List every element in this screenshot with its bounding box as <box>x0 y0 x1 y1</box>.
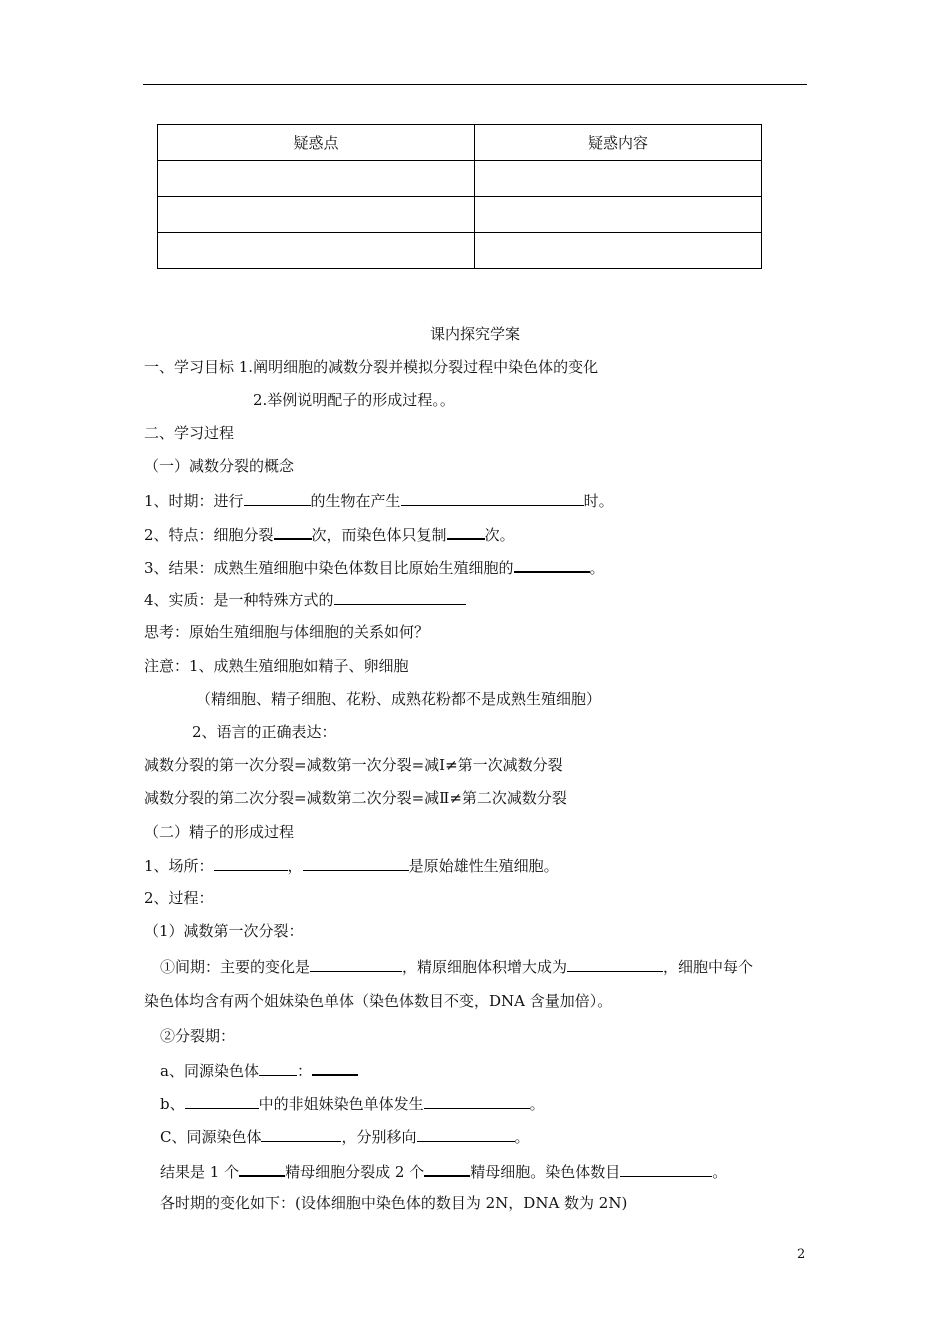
heading-learning-process: 二、学习过程 <box>144 424 235 442</box>
blank[interactable] <box>567 956 663 972</box>
blank[interactable] <box>274 523 312 540</box>
doubt-table <box>157 124 762 269</box>
blank[interactable] <box>401 490 584 506</box>
line-a: a、同源染色体 ： <box>160 1059 358 1081</box>
blank[interactable] <box>424 1093 530 1109</box>
line-interphase-cont: 染色体均含有两个姐妹染色单体（染色体数目不变，DNA 含量加倍）。 <box>144 992 613 1010</box>
blank[interactable] <box>310 956 402 972</box>
blank[interactable] <box>239 1160 285 1177</box>
table-cell[interactable] <box>475 197 762 233</box>
note-1: 注意：1、成熟生殖细胞如精子、卵细胞 <box>144 657 409 675</box>
expression-1: 减数分裂的第一次分裂=减数第一次分裂=减Ⅰ≠第一次减数分裂 <box>144 756 563 774</box>
page-number: 2 <box>797 1247 806 1262</box>
line-essence: 4、实质：是一种特殊方式的 <box>144 589 466 610</box>
line-feature: 2、特点：细胞分裂 次，而染色体只复制 次。 <box>144 523 515 545</box>
table-row <box>158 233 762 269</box>
blank[interactable] <box>424 1160 470 1177</box>
table-row <box>158 161 762 197</box>
heading-meiosis-1: （1）减数第一次分裂： <box>144 922 304 940</box>
header-doubt-point: 疑惑点 <box>158 125 475 161</box>
note-1-detail: （精细胞、精子细胞、花粉、成熟花粉都不是成熟生殖细胞） <box>196 690 602 708</box>
note-2: 2、语言的正确表达： <box>192 723 337 741</box>
think-question: 思考：原始生殖细胞与体细胞的关系如何？ <box>144 623 430 641</box>
heading-sperm-formation: （二）精子的形成过程 <box>144 823 295 841</box>
line-b: b、 中的非姐妹染色单体发生 。 <box>160 1095 545 1113</box>
blank[interactable] <box>214 855 288 871</box>
blank[interactable] <box>261 1126 341 1142</box>
blank[interactable] <box>185 1093 259 1109</box>
header-doubt-content: 疑惑内容 <box>475 125 762 161</box>
heading-division-phase: ②分裂期： <box>160 1027 236 1045</box>
learning-goal-1: 一、学习目标 1.阐明细胞的减数分裂并模拟分裂过程中染色体的变化 <box>144 358 599 376</box>
line-phase-changes: 各时期的变化如下：(设体细胞中染色体的数目为 2N，DNA 数为 2N) <box>160 1194 628 1212</box>
table-cell[interactable] <box>158 197 475 233</box>
line-interphase: ①间期：主要的变化是 ，精原细胞体积增大成为 ，细胞中每个 <box>160 958 754 976</box>
table-cell[interactable] <box>475 161 762 197</box>
blank[interactable] <box>303 855 409 871</box>
blank[interactable] <box>244 490 311 506</box>
top-rule <box>143 84 807 85</box>
line-c: C、同源染色体 ，分别移向 。 <box>160 1128 530 1146</box>
table-row <box>158 197 762 233</box>
blank[interactable] <box>447 523 485 540</box>
expression-2: 减数分裂的第二次分裂=减数第二次分裂=减Ⅱ≠第二次减数分裂 <box>144 789 567 807</box>
line-location: 1、场所： ， 是原始雄性生殖细胞。 <box>144 857 559 875</box>
learning-goal-2: 2.举例说明配子的形成过程。。 <box>253 391 455 409</box>
heading-meiosis-concept: （一）减数分裂的概念 <box>144 457 295 475</box>
line-result: 3、结果：成熟生殖细胞中染色体数目比原始生殖细胞的 。 <box>144 556 605 578</box>
blank[interactable] <box>334 589 466 605</box>
blank[interactable] <box>259 1060 297 1076</box>
table-cell[interactable] <box>475 233 762 269</box>
table-cell[interactable] <box>158 233 475 269</box>
blank[interactable] <box>417 1126 515 1142</box>
blank[interactable] <box>312 1059 358 1076</box>
line-result-meiosis-1: 结果是 1 个 精母细胞分裂成 2 个 精母细胞。染色体数目 。 <box>160 1160 727 1182</box>
line-process: 2、过程： <box>144 889 214 907</box>
table-header-row <box>158 125 762 161</box>
section-title: 课内探究学案 <box>429 325 520 343</box>
line-period: 1、时期：进行 的生物在产生 时。 <box>144 492 614 510</box>
table-cell[interactable] <box>158 161 475 197</box>
blank[interactable] <box>514 556 590 573</box>
blank[interactable] <box>620 1161 712 1177</box>
